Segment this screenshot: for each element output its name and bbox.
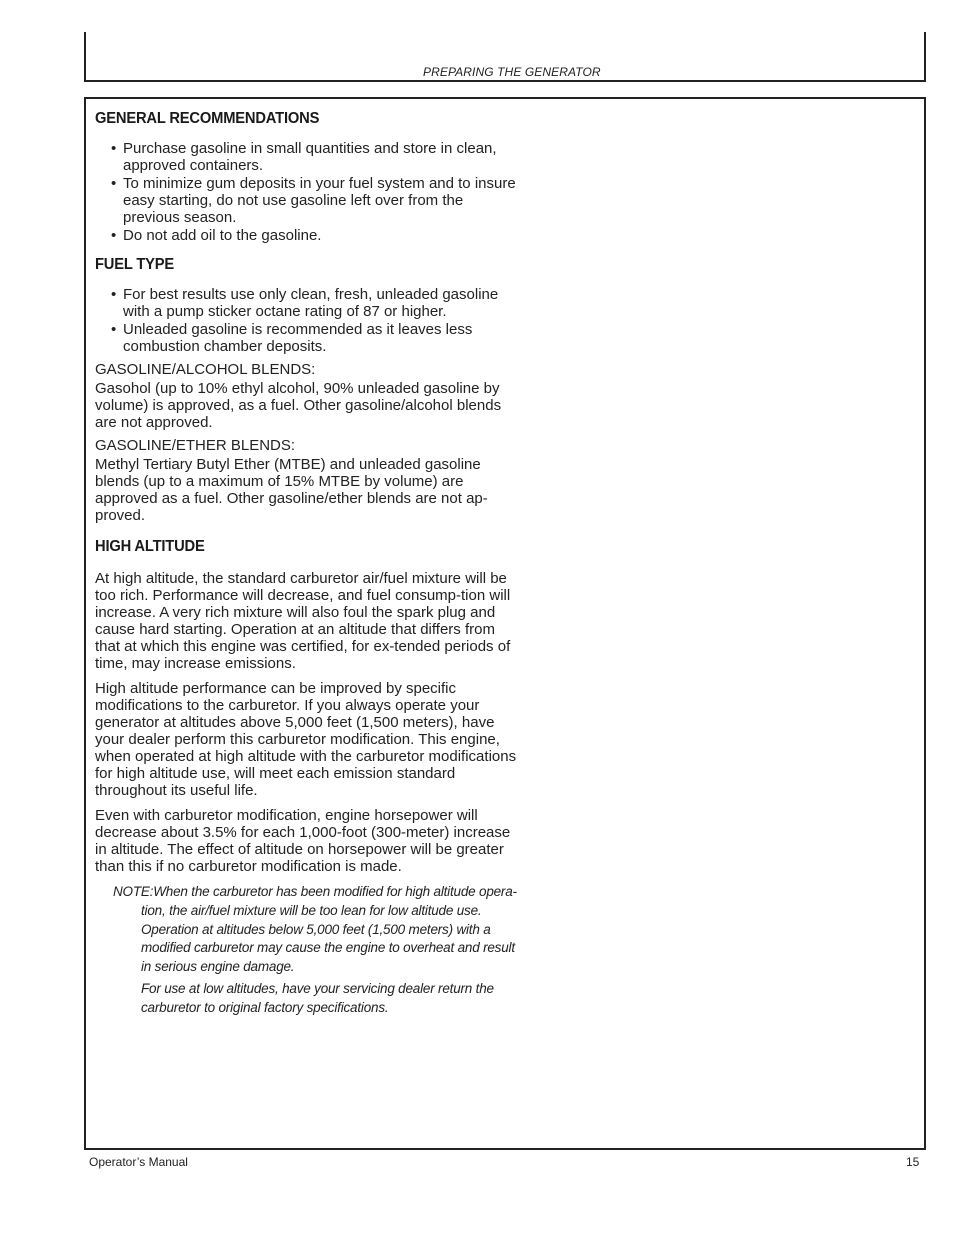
bullet-icon: • xyxy=(111,321,117,338)
altitude-note-continued: For use at low altitudes, have your servicing dealer return the carburetor to original factory specifications. xyxy=(141,980,494,1015)
ether-blends-label: GASOLINE/ETHER BLENDS: xyxy=(95,437,296,454)
list-item-text: Do not add oil to the gasoline. xyxy=(123,227,322,244)
page-number: 15 xyxy=(906,1155,920,1169)
general-recommendations-list xyxy=(95,140,520,244)
list-item xyxy=(95,175,520,226)
high-altitude-paragraph: At high altitude, the standard carburetor air/fuel mixture will be too rich. Performance will decrease, and fuel consump-tion will increase. A very rich mixture will also foul the spark plug and cause hard starting. Operation at an altitude that differs from that at which this engine was certified, for ex-tended periods of time, may increase emissions. xyxy=(95,570,511,672)
ether-blends-text: Methyl Tertiary Butyl Ether (MTBE) and unleaded gasoline blends (up to a maximum of 15% MTBE by volume) are approved as a fuel. Other gasoline/ether blends are not ap-proved. xyxy=(95,456,488,524)
altitude-note: NOTE:When the carburetor has been modified for high altitude opera-tion, the air/fuel mixture will be too lean for low altitude use. Operation at altitudes below 5,000 feet (1,500 meters) with a modified carburetor may cause the engine to overheat and result in serious engine damage. xyxy=(113,884,517,975)
list-item xyxy=(95,321,520,355)
alcohol-blends-label: GASOLINE/ALCOHOL BLENDS: xyxy=(95,361,316,378)
list-item-text: Unleaded gasoline is recommended as it leaves less combustion chamber deposits. xyxy=(123,321,473,355)
list-item xyxy=(95,286,520,320)
high-altitude-heading: HIGH ALTITUDE xyxy=(95,538,205,555)
list-item xyxy=(95,227,520,244)
general-recommendations-heading: GENERAL RECOMMENDATIONS xyxy=(95,110,320,127)
high-altitude-paragraph: High altitude performance can be improved by specific modifications to the carburetor. If you always operate your generator at altitudes above 5,000 feet (1,500 meters), have your dealer perform this carburetor modification. This engine, when operated at high altitude with the carburetor modifications for high altitude use, will meet each emission standard throughout its useful life. xyxy=(95,680,517,799)
section-header-title: PREPARING THE GENERATOR xyxy=(423,65,601,79)
bullet-icon: • xyxy=(111,175,117,192)
fuel-type-heading: FUEL TYPE xyxy=(95,256,175,273)
list-item xyxy=(95,140,520,174)
bullet-icon: • xyxy=(111,140,117,157)
fuel-type-list xyxy=(95,286,520,355)
high-altitude-paragraph: Even with carburetor modification, engine horsepower will decrease about 3.5% for each 1,000-foot (300-meter) increase in altitude. The effect of altitude on horsepower will be greater than this if no carburetor modification is made. xyxy=(95,807,511,875)
footer-manual-title: Operator’s Manual xyxy=(89,1155,188,1169)
bullet-icon: • xyxy=(111,227,117,244)
list-item-text: Purchase gasoline in small quantities and store in clean, approved containers. xyxy=(123,140,497,174)
page-content xyxy=(95,109,520,1018)
list-item-text: For best results use only clean, fresh, unleaded gasoline with a pump sticker octane rating of 87 or higher. xyxy=(123,286,499,320)
alcohol-blends-text: Gasohol (up to 10% ethyl alcohol, 90% unleaded gasoline by volume) is approved, as a fuel. Other gasoline/alcohol blends are not approved. xyxy=(95,380,502,431)
bullet-icon: • xyxy=(111,286,117,303)
list-item-text: To minimize gum deposits in your fuel system and to insure easy starting, do not use gasoline left over from the previous season. xyxy=(123,175,516,226)
